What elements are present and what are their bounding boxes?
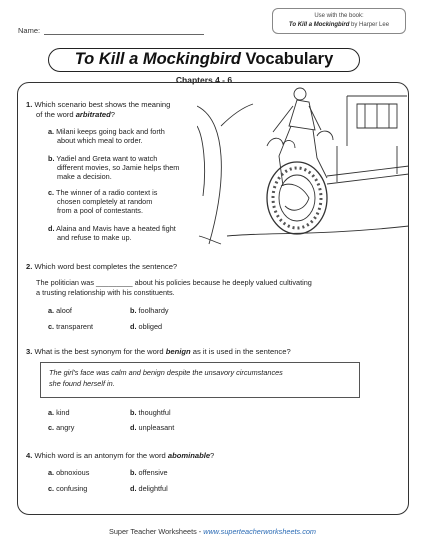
option-text: about which meal to order. <box>57 136 143 146</box>
question-3-suffix: as it is used in the sentence? <box>190 347 291 356</box>
option-letter: c. <box>48 484 55 493</box>
footer <box>0 527 425 536</box>
question-1-suffix: ? <box>110 110 115 119</box>
question-1-line2 <box>36 110 115 120</box>
question-2 <box>26 262 177 272</box>
option-text: different movies, so Jamie helps them <box>57 163 180 173</box>
question-1-prefix: of the word <box>36 110 76 119</box>
option-letter: b. <box>130 306 137 315</box>
question-4-option-c[interactable] <box>48 484 87 493</box>
option-letter: d. <box>130 322 137 331</box>
option-text: Yadiel and Greta want to watch <box>56 154 158 163</box>
option-text: offensive <box>138 468 168 477</box>
option-letter: b. <box>130 408 137 417</box>
question-2-option-d[interactable] <box>130 322 162 331</box>
option-text: obnoxious <box>56 468 90 477</box>
book-reference-box <box>272 8 406 34</box>
footer-url-link[interactable]: www.superteacherworksheets.com <box>203 527 316 536</box>
question-3-number: 3. <box>26 347 33 356</box>
option-text: make a decision. <box>57 172 112 182</box>
name-line[interactable] <box>44 26 204 35</box>
footer-separator: - <box>196 527 204 536</box>
question-1-option-a[interactable] <box>48 127 165 145</box>
option-letter: a. <box>48 408 55 417</box>
option-letter: a. <box>48 127 55 136</box>
question-3-word: benign <box>165 347 191 356</box>
footer-brand: Super Teacher Worksheets <box>109 527 197 536</box>
question-1 <box>26 100 170 110</box>
question-3-prefix: What is the best synonym for the word <box>34 347 166 356</box>
tire-rolling-illustration <box>197 86 409 246</box>
question-2-passage-line2: a trusting relationship with his constituents. <box>36 288 175 297</box>
option-text: obliged <box>138 322 163 331</box>
option-letter: d. <box>48 224 55 233</box>
option-text: aloof <box>56 306 72 315</box>
question-2-number: 2. <box>26 262 33 271</box>
question-1-word: arbitrated <box>75 110 111 119</box>
option-text: transparent <box>56 322 94 331</box>
question-4-option-a[interactable] <box>48 468 89 477</box>
option-letter: d. <box>130 484 137 493</box>
option-text: Milani keeps going back and forth <box>56 127 165 136</box>
option-text: angry <box>56 423 75 432</box>
option-text: chosen completely at random <box>57 197 153 207</box>
question-3-option-b[interactable] <box>130 408 171 417</box>
option-letter: c. <box>48 423 55 432</box>
question-1-option-d[interactable] <box>48 224 176 242</box>
question-3 <box>26 347 291 357</box>
option-letter: a. <box>48 306 55 315</box>
option-text: The winner of a radio context is <box>56 188 158 197</box>
question-4-option-d[interactable] <box>130 484 168 493</box>
option-letter: c. <box>48 322 55 331</box>
option-text: confusing <box>56 484 88 493</box>
question-2-text: Which word best completes the sentence? <box>34 262 178 271</box>
question-4-number: 4. <box>26 451 33 460</box>
option-text: thoughtful <box>138 408 171 417</box>
question-2-option-a[interactable] <box>48 306 72 315</box>
title-book: To Kill a Mockingbird <box>74 50 241 68</box>
question-4-word: abominable <box>167 451 211 460</box>
question-4-prefix: Which word is an antonym for the word <box>34 451 168 460</box>
option-letter: a. <box>48 468 55 477</box>
question-3-sentence-box <box>40 362 360 398</box>
question-3-option-d[interactable] <box>130 423 174 432</box>
question-3-sentence-line1: The girl's face was calm and benign despite the unsavory circumstances <box>49 368 283 377</box>
option-text: unpleasant <box>138 423 175 432</box>
question-3-option-c[interactable] <box>48 423 74 432</box>
book-author: by Harper Lee <box>351 21 390 28</box>
question-4 <box>26 451 214 461</box>
question-3-option-a[interactable] <box>48 408 70 417</box>
question-4-suffix: ? <box>210 451 215 460</box>
option-letter: b. <box>48 154 55 163</box>
question-3-sentence-line2: she found herself in. <box>49 379 115 388</box>
option-letter: c. <box>48 188 55 197</box>
option-text: Alaina and Mavis have a heated fight <box>56 224 176 233</box>
name-label: Name: <box>18 26 41 35</box>
option-text: from a pool of contestants. <box>57 206 143 216</box>
book-reference-line1: Use with the book: <box>314 13 364 19</box>
question-1-number: 1. <box>26 100 33 109</box>
option-text: and refuse to make up. <box>57 233 132 243</box>
question-1-option-b[interactable] <box>48 154 179 182</box>
question-2-option-c[interactable] <box>48 322 93 331</box>
question-4-option-b[interactable] <box>130 468 168 477</box>
name-field[interactable] <box>18 26 204 35</box>
page-title <box>48 48 360 72</box>
chapters-subtitle: Chapters 4 - 6 <box>175 75 233 85</box>
title-rest: Vocabulary <box>245 50 334 68</box>
question-2-option-b[interactable] <box>130 306 169 315</box>
option-text: foolhardy <box>138 306 169 315</box>
option-letter: b. <box>130 468 137 477</box>
question-2-passage-line1: The politician was _________ about his policies because he deeply valued cultivating <box>36 278 312 287</box>
book-title: To Kill a Mockingbird <box>288 21 350 28</box>
option-text: kind <box>56 408 70 417</box>
option-letter: d. <box>130 423 137 432</box>
question-1-line1: Which scenario best shows the meaning <box>34 100 171 109</box>
book-reference-line2 <box>273 21 405 30</box>
option-text: delightful <box>138 484 168 493</box>
question-1-option-c[interactable] <box>48 188 157 216</box>
